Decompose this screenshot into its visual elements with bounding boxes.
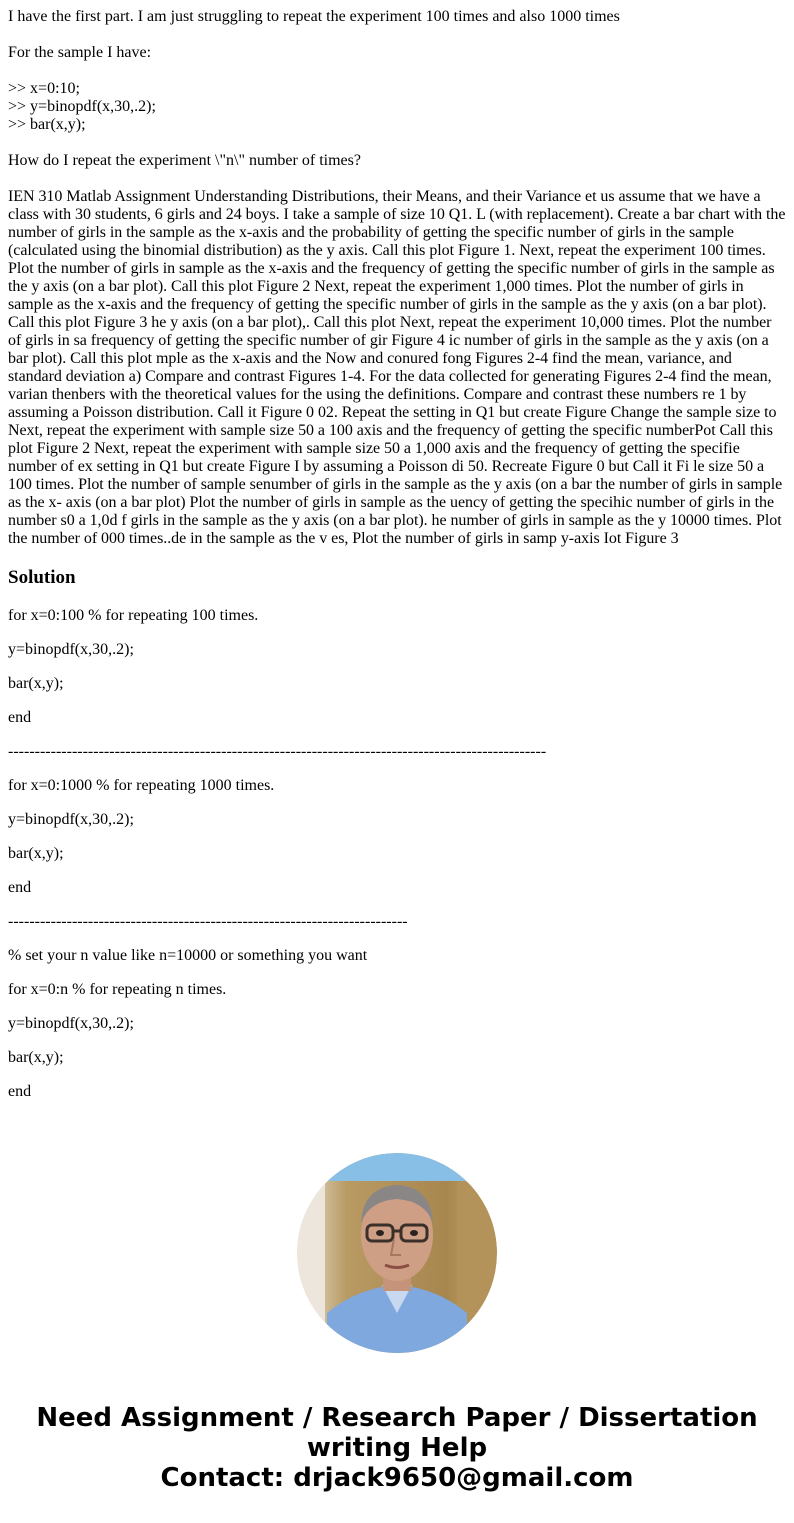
solution-code-line: y=binopdf(x,30,.2); [8, 811, 134, 828]
sample-label: For the sample I have: [8, 44, 152, 61]
footer-line: Need Assignment / Research Paper / Dissertation [36, 1403, 758, 1433]
tutor-photo-icon [297, 1153, 497, 1353]
solution-code-line: for x=0:n % for repeating n times. [8, 981, 227, 998]
solution-heading: Solution [8, 567, 76, 588]
solution-code-line: bar(x,y); [8, 675, 64, 692]
repeat-question: How do I repeat the experiment \"n\" number of times? [8, 152, 361, 169]
solution-code-line: end [8, 1083, 32, 1100]
sample-code [8, 80, 786, 134]
code-line: >> bar(x,y); [8, 116, 86, 133]
footer-line: writing Help [306, 1433, 488, 1463]
solution-code-line: end [8, 879, 32, 896]
dashed-divider: ----------------------------------------------------------------------------------------------------- [8, 743, 547, 760]
solution-code-line: end [8, 709, 32, 726]
solution-code-line: % set your n value like n=10000 or something you want [8, 947, 368, 964]
solution-code-line: y=binopdf(x,30,.2); [8, 641, 134, 658]
solution-code-line: y=binopdf(x,30,.2); [8, 1015, 134, 1032]
question-content [8, 8, 786, 1117]
dashed-divider: --------------------------------------------------------------------------- [8, 913, 408, 930]
footer-contact-email: Contact: drjack9650@gmail.com [160, 1463, 634, 1493]
solution-code-line: bar(x,y); [8, 1049, 64, 1066]
solution-code-line: for x=0:100 % for repeating 100 times. [8, 607, 259, 624]
code-line: >> x=0:10; [8, 80, 80, 97]
question-intro: I have the first part. I am just struggling to repeat the experiment 100 times and also 1000 times [8, 8, 620, 25]
assignment-problem-text: IEN 310 Matlab Assignment Understanding Distributions, their Means, and their Variance et us assume that we have a class with 30 students, 6 girls and 24 boys. I take a sample of size 10 Q1. L (with replacement). Create a bar chart with the number of girls in the sample as the x-axis and the probability of getting the specific number of girls in the sample (calculated using the binomial distribution) as the y axis. Call this plot Figure 1. Next, repeat the experiment 100 times. Plot the number of girls in sample as the x-axis and the frequency of getting the specific number of girls in the sample as the y axis (on a bar plot). Call this plot Figure 2 Next, repeat the experiment 1,000 times. Plot the number of girls in sample as the x-axis and the frequency of getting the specific number of girls in the sample as the y axis (on a bar plot). Call this plot Figure 3 he y axis (on a bar plot),. Call this plot Next, repeat the experiment 10,000 times. Plot the number of girls in sa frequency of getting the specific number of gir Figure 4 ic number of girls in the sample as the y axis (on a bar plot). Call this plot mple as the x-axis and the Now and conured fong Figures 2-4 find the mean, variance, and standard deviation a) Compare and contrast Figures 1-4. For the data collected for generating Figures 2-4 find the mean, varian thenbers with the theoretical values for the using the definitions. Compare and contrast these numbers re 1 by assuming a Poisson distribution. Call it Figure 0 02. Repeat the setting in Q1 but create Figure Change the sample size to Next, repeat the experiment with sample size 50 a 100 axis and the frequency of getting the specific numberPot Call this plot Figure 2 Next, repeat the experiment with sample size 50 a 1,000 axis and the frequency of getting the specifie number of ex setting in Q1 but create Figure I by assuming a Poisson di 50. Recreate Figure 0 but Call it Fi le size 50 a 100 times. Plot the number of sample senumber of girls in the sample as the y axis (on a bar the number of girls in sample as the x- axis (on a bar plot) Plot the number of girls in sample as the uency of getting the specihic number of girls in the number s0 a 1,0d f girls in the sample as the y axis (on a bar plot). he number of girls in sample as the y 10000 times. Plot the number of 000 times..de in the sample as the v es, Plot the number of girls in samp y-axis Iot Figure 3 [8, 188, 786, 547]
avatar [297, 1153, 497, 1353]
solution-code-line: bar(x,y); [8, 845, 64, 862]
footer-contact [0, 1403, 794, 1493]
solution-code-line: for x=0:1000 % for repeating 1000 times. [8, 777, 275, 794]
code-line: >> y=binopdf(x,30,.2); [8, 98, 156, 115]
